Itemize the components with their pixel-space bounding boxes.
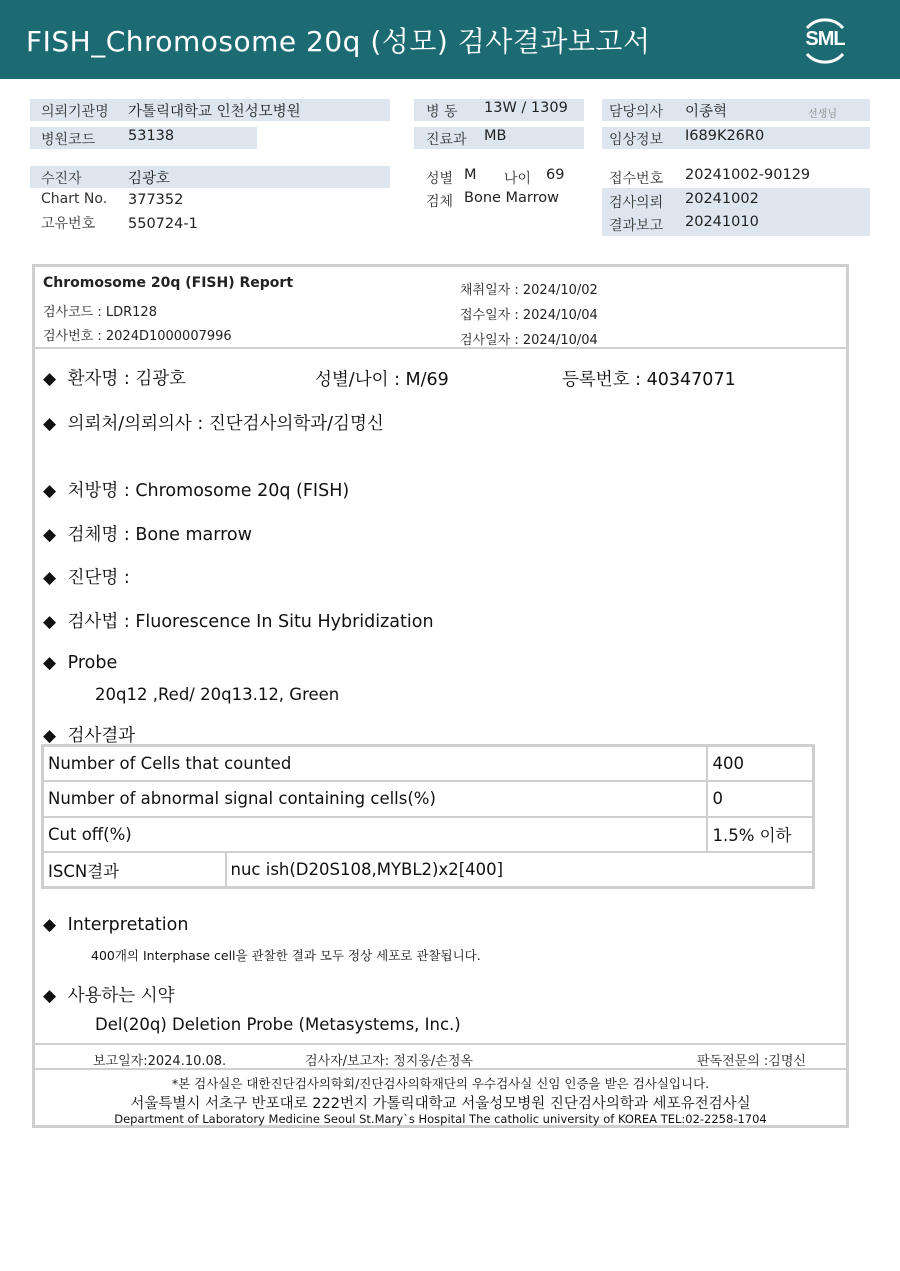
sex-age: 성별/나이 : M/69 — [315, 370, 449, 390]
chart-value: 377352 — [128, 192, 184, 208]
diamond-icon: ◆ — [43, 653, 57, 673]
exam-date: 검사일자 : 2024/10/04 — [460, 333, 598, 348]
method: 검사법 : Fluorescence In Situ Hybridization — [67, 612, 434, 632]
test-code: 검사코드 : LDR128 — [43, 305, 157, 320]
report-head — [35, 267, 846, 349]
sml-logo — [797, 12, 853, 68]
examiners: 검사자/보고자: 정지웅/손정옥 — [305, 1054, 473, 1069]
diamond-icon: ◆ — [43, 612, 57, 632]
result-table — [41, 744, 815, 889]
table-row — [43, 781, 814, 817]
diagnosis: 진단명 : — [67, 568, 130, 588]
interpretation-heading-line — [43, 915, 188, 935]
result-value: 400 — [707, 746, 813, 782]
probe-heading-line — [43, 653, 117, 673]
report-title: Chromosome 20q (FISH) Report — [43, 275, 294, 291]
collect-date: 채취일자 : 2024/10/02 — [460, 283, 598, 298]
reagent-heading-line — [43, 982, 175, 1007]
interpretation-heading: Interpretation — [67, 915, 189, 935]
logo-text: SML — [805, 28, 845, 50]
diamond-icon: ◆ — [43, 915, 57, 935]
patient-name-line — [43, 365, 186, 390]
table-row — [43, 852, 814, 888]
page-title: FISH_Chromosome 20q (성모) 검사결과보고서 — [26, 25, 651, 58]
report-date: 보고일자:2024.10.08. — [93, 1054, 227, 1069]
reagent-heading: 사용하는 시약 — [67, 986, 175, 1006]
dept-value: MB — [484, 128, 507, 144]
lab-address: 서울특별시 서초구 반포대로 222번지 가톨릭대학교 서울성모병원 진단검사의학과 세포유전검사실 — [130, 1096, 751, 1112]
chart-label: Chart No. — [41, 191, 108, 207]
signature-row — [35, 1048, 846, 1070]
info-bar-patient — [30, 166, 390, 188]
requester-line — [43, 410, 384, 435]
ward-value: 13W / 1309 — [484, 100, 568, 116]
specimen: 검체명 : Bone marrow — [67, 525, 252, 545]
uid-value: 550724-1 — [128, 216, 198, 232]
reagent-text: Del(20q) Deletion Probe (Metasystems, Inc.) — [95, 1015, 461, 1034]
diamond-icon: ◆ — [43, 525, 57, 545]
specialist: 판독전문의 :김명신 — [697, 1054, 806, 1069]
diamond-icon: ◆ — [43, 986, 57, 1006]
probe-text: 20q12 ,Red/ 20q13.12, Green — [95, 685, 340, 704]
sex-value: M — [464, 167, 477, 183]
result-label: Cut off(%) — [43, 817, 708, 853]
receipt-label: 접수번호 — [609, 171, 664, 187]
table-row — [43, 746, 814, 782]
result-date-value: 20241010 — [685, 214, 759, 230]
hospital-code-value: 53138 — [128, 128, 175, 144]
specimen-line — [43, 521, 252, 546]
specimen-value: Bone Marrow — [464, 190, 560, 206]
report-frame — [32, 264, 849, 1128]
clinical-label: 임상정보 — [609, 132, 664, 148]
diamond-icon: ◆ — [43, 481, 57, 501]
diamond-icon: ◆ — [43, 369, 57, 389]
probe-heading: Probe — [67, 653, 118, 673]
hospital-label: 의뢰기관명 — [41, 104, 109, 120]
specimen-label: 검체 — [426, 194, 454, 210]
table-row — [43, 817, 814, 853]
request-label: 검사의뢰 — [609, 195, 664, 211]
iscn-label: ISCN결과 — [43, 852, 226, 888]
result-heading: 검사결과 — [67, 726, 136, 746]
diamond-icon: ◆ — [43, 726, 57, 746]
test-number: 검사번호 : 2024D1000007996 — [43, 329, 232, 344]
report-footer — [35, 1043, 846, 1126]
clinical-value: I689K26R0 — [685, 128, 765, 144]
result-value: 1.5% 이하 — [707, 817, 813, 853]
prescription: 처방명 : Chromosome 20q (FISH) — [67, 481, 350, 501]
diamond-icon: ◆ — [43, 568, 57, 588]
accreditation-notice: *본 검사실은 대한진단검사의학회/진단검사의학재단의 우수검사실 신임 인증을 받은 검사실입니다. — [171, 1076, 710, 1091]
prescription-line — [43, 477, 349, 502]
doctor-suffix: 선생님 — [808, 109, 837, 120]
patient-label: 수진자 — [41, 171, 82, 187]
result-label: Number of Cells that counted — [43, 746, 708, 782]
receive-date: 접수일자 : 2024/10/04 — [460, 308, 598, 323]
lab-address-english: Department of Laboratory Medicine Seoul St.Mary`s Hospital The catholic university of KOREA TEL:02-2258-1704 — [114, 1112, 767, 1126]
sex-label: 성별 — [426, 171, 454, 187]
report-header — [0, 0, 900, 79]
dept-label: 진료과 — [426, 132, 467, 148]
patient-value: 김광호 — [128, 171, 171, 187]
age-label: 나이 — [504, 171, 532, 187]
result-date-label: 결과보고 — [609, 218, 664, 234]
ward-label: 병 동 — [426, 104, 458, 120]
patient-name: 환자명 : 김광호 — [67, 369, 187, 389]
result-label: Number of abnormal signal containing cells(%) — [43, 781, 708, 817]
request-value: 20241002 — [685, 191, 759, 207]
iscn-value: nuc ish(D20S108,MYBL2)x2[400] — [226, 852, 814, 888]
doctor-value: 이종혁 — [685, 104, 728, 120]
interpretation-text: 400개의 Interphase cell을 관찰한 결과 모두 정상 세포로 관찰됩니다. — [91, 948, 481, 963]
diagnosis-line — [43, 564, 130, 589]
uid-label: 고유번호 — [41, 216, 96, 232]
result-value: 0 — [707, 781, 813, 817]
age-value: 69 — [546, 167, 565, 183]
receipt-value: 20241002-90129 — [685, 167, 811, 183]
method-line — [43, 608, 434, 633]
diamond-icon: ◆ — [43, 414, 57, 434]
hospital-value: 가톨릭대학교 인천성모병원 — [128, 104, 301, 120]
registration-number: 등록번호 : 40347071 — [562, 370, 736, 390]
requester: 의뢰처/의뢰의사 : 진단검사의학과/김명신 — [67, 414, 384, 434]
doctor-label: 담당의사 — [609, 104, 664, 120]
hospital-code-label: 병원코드 — [41, 132, 96, 148]
